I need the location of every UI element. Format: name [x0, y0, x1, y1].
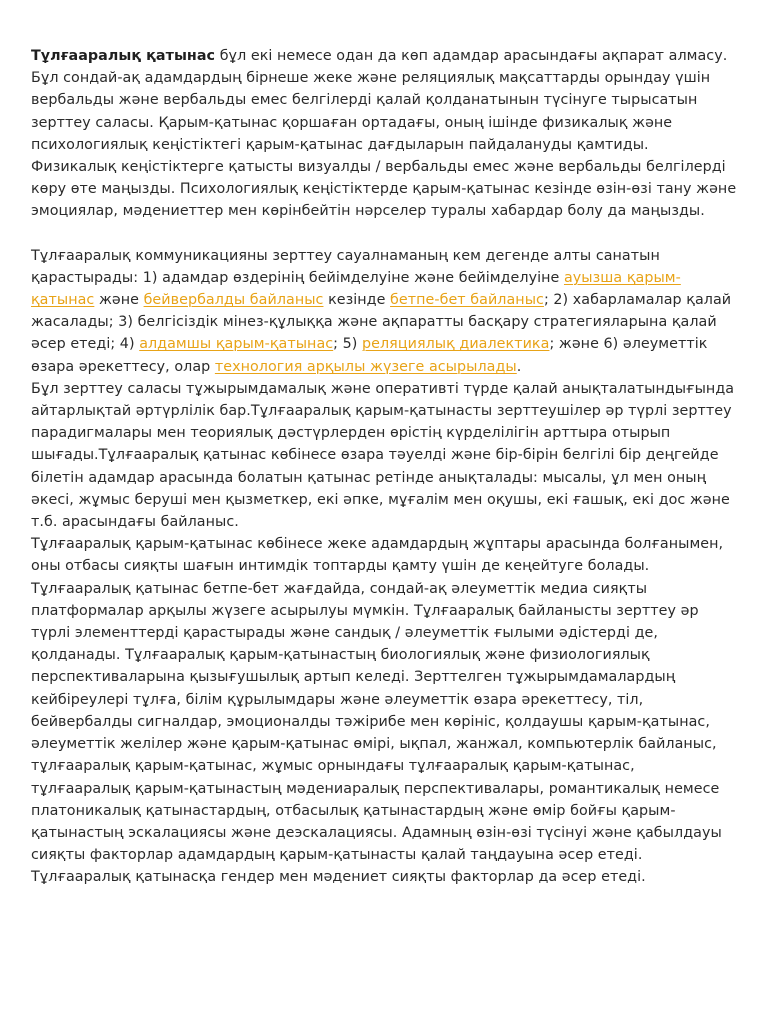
categories-text-3: кезінде — [323, 292, 391, 309]
intro-text: бұл екі немесе одан да көп адамдар арасындағы ақпарат алмасу. Бұл сондай-ақ адамдардың бірнеше жеке және реляциялық мақсаттарды орындау үшін вербальды және вербальды емес белгілерді қалай қолданатынын түсінуге тырысатын зерттеу саласы. Қарым-қатынас қоршаған ортадағы, оның ішінде физикалық және психологиялық кеңістіктегі қарым-қатынас дағдыларын пайдалануды қамтиды. Физикалық кеңістіктерге қатысты визуалды / вербальды емес және вербальды белгілерді көру өте маңызды. Психологиялық кеңістіктерде қарым-қатынас кезінде өзін-өзі тану және эмоциялар, мәдениеттер мен көрінбейтін нәрселер туралы хабардар болу да маңызды. — [31, 48, 737, 220]
term-heading: Тұлғааралық қатынас — [31, 48, 216, 64]
categories-text-5: ; 5) — [333, 336, 363, 353]
link-relational-dialectics[interactable]: реляциялық диалектика — [362, 336, 550, 353]
intro-paragraph — [31, 45, 737, 223]
link-nonverbal-communication[interactable]: бейвербалды байланыс — [143, 292, 324, 309]
categories-paragraph — [31, 245, 737, 378]
categories-text-7: . — [516, 358, 522, 375]
link-technology-mediated[interactable]: технология арқылы жүзеге асырылады — [214, 358, 517, 375]
categories-text-4: ; 2) хабарламалар қалай жасалады; 3) белгісіздік мінез-құлыққа және ақпаратты басқару стратегияларына қалай әсер етеді; 4) — [31, 292, 732, 353]
categories-text-6: ; және 6) әлеуметтік өзара әрекеттесу, олар — [31, 336, 708, 375]
categories-text-1: Тұлғааралық коммуникацияны зерттеу сауалнаманың кем дегенде алты санатын қарастырады: 1) адамдар өздерінің бейімделуіне және бейімделуіне — [31, 247, 660, 286]
link-face-to-face[interactable]: бетпе-бет байланыс — [390, 292, 544, 309]
article-body — [31, 45, 737, 889]
link-deceptive-communication[interactable]: алдамшы қарым-қатынас — [139, 336, 334, 353]
link-verbal-communication[interactable]: ауызша қарым-қатынас — [31, 269, 681, 309]
scope-paragraph: Тұлғааралық қарым-қатынас көбінесе жеке адамдардың жұптары арасында болғанымен, оны отбасы сияқты шағын интимдік топтарды қамту үшін де кеңейтуге болады. Тұлғааралық қатынас бетпе-бет жағдайда, сондай-ақ әлеуметтік медиа сияқты платформалар арқылы жүзеге асырылуы мүмкін. Тұлғааралық байланысты зерттеу әр түрлі элементтерді қарастырады және сандық / әлеуметтік ғылыми әдістерді де, қолданады. Тұлғааралық қарым-қатынастың биологиялық және физиологиялық перспективаларына қызығушылық артып келеді. Зерттелген тұжырымдамалардың кейбіреулері тұлға, білім құрылымдары және әлеуметтік өзара әрекеттесу, тіл, бейвербалды сигналдар, эмоционалды тәжірибе мен көрініс, қолдаушы қарым-қатынас, әлеуметтік желілер және қарым-қатынас өмірі, ықпал, жанжал, компьютерлік байланыс, тұлғааралық қарым-қатынас, жұмыс орнындағы тұлғааралық қарым-қатынас, тұлғааралық қарым-қатынастың мәдениаралық перспективалары, романтикалық немесе платоникалық қатынастардың, отбасылық қатынастардың және өмір бойғы қарым-қатынастың эскалациясы және деэскалациясы. Адамның өзін-өзі түсінуі және қабылдауы сияқты факторлар адамдардың қарым-қатынасты қалай таңдауына әсер етеді. Тұлғааралық қатынасқа гендер мен мәдениет сияқты факторлар да әсер етеді. — [31, 536, 724, 886]
research-diversity-paragraph: Бұл зерттеу саласы тұжырымдамалық және оперативті түрде қалай анықталатындығында айтарлықтай әртүрлілік бар.Тұлғааралық қарым-қатынасты зерттеушілер әр түрлі зерттеу парадигмалары мен теориялық дәстүрлерден өрістің күрделілігін арттыра отырып шығады.Тұлғааралық қатынас көбінесе өзара тәуелді және бір-бірін белгілі бір деңгейде білетін адамдар арасында болатын қатынас ретінде анықталады: мысалы, ұл мен оның әкесі, жұмыс беруші мен қызметкер, екі әпке, мұғалім мен оқушы, екі ғашық, екі дос және т.б. арасындағы байланыс. — [31, 380, 735, 531]
categories-text-2: және — [94, 292, 144, 309]
